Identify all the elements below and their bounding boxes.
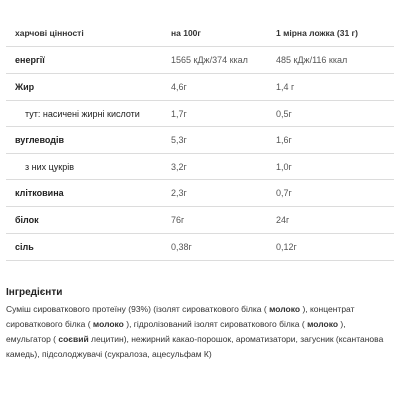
row-per-serving: 24г xyxy=(276,215,290,225)
row-nutrient-name: енергії xyxy=(15,55,45,65)
header-per-100g: на 100г xyxy=(171,28,201,38)
row-nutrient-name: з них цукрів xyxy=(25,161,75,172)
nutrition-table-header xyxy=(6,20,394,47)
row-per-100g: 1,7г xyxy=(171,108,187,119)
row-per-serving: 1,0г xyxy=(276,161,292,172)
row-per-100g: 5,3г xyxy=(171,135,187,145)
table-row xyxy=(6,180,394,207)
row-per-100g: 1565 кДж/374 ккал xyxy=(171,55,248,65)
ingredients-text xyxy=(6,302,386,362)
nutrition-table xyxy=(6,20,394,261)
row-per-100g: 0,38г xyxy=(171,242,192,252)
row-nutrient-name: вуглеводів xyxy=(15,135,64,145)
row-nutrient-name: Жир xyxy=(15,82,35,92)
row-per-serving: 1,4 г xyxy=(276,82,295,92)
row-per-100g: 3,2г xyxy=(171,161,187,172)
table-row xyxy=(6,154,394,180)
ingredients-segment: ), гідролізований ізолят сироваткового білка ( xyxy=(123,319,308,329)
ingredients-title: Інгредієнти xyxy=(6,287,63,298)
allergen-highlight: молоко xyxy=(269,304,301,314)
row-per-serving: 0,12г xyxy=(276,242,297,252)
ingredients-segment: ), концентрат сироваткового білка ( xyxy=(6,304,355,329)
allergen-highlight: молоко xyxy=(92,319,124,329)
row-per-100g: 2,3г xyxy=(171,188,187,198)
table-row xyxy=(6,234,394,261)
table-row xyxy=(6,101,394,127)
row-per-serving: 0,7г xyxy=(276,188,292,198)
row-nutrient-name: білок xyxy=(15,215,39,225)
table-row xyxy=(6,207,394,234)
ingredients-segment: Суміш сироваткового протеїну (93%) (ізолят сироваткового білка ( xyxy=(6,304,270,314)
allergen-highlight: молоко xyxy=(307,319,339,329)
row-per-100g: 76г xyxy=(171,215,185,225)
header-nutrient: харчові цінності xyxy=(15,28,84,38)
allergen-highlight: соєвий xyxy=(58,334,89,344)
header-per-serving: 1 мірна ложка (31 г) xyxy=(276,28,358,38)
ingredients-segment: ), емульгатор ( xyxy=(6,319,346,344)
ingredients-segment: лецитин), нежирний какао-порошок, ароматизатори, загусник (ксантанова камедь), підсолоджувачі (сукралоза, ацесульфам К) xyxy=(6,334,384,359)
row-nutrient-name: тут: насичені жирні кислоти xyxy=(25,108,140,119)
row-per-100g: 4,6г xyxy=(171,82,187,92)
table-row xyxy=(6,74,394,101)
row-per-serving: 0,5г xyxy=(276,108,292,119)
row-nutrient-name: сіль xyxy=(15,242,34,252)
table-row xyxy=(6,127,394,154)
row-nutrient-name: клітковина xyxy=(15,188,64,198)
table-row xyxy=(6,47,394,74)
row-per-serving: 485 кДж/116 ккал xyxy=(276,55,348,65)
row-per-serving: 1,6г xyxy=(276,135,292,145)
